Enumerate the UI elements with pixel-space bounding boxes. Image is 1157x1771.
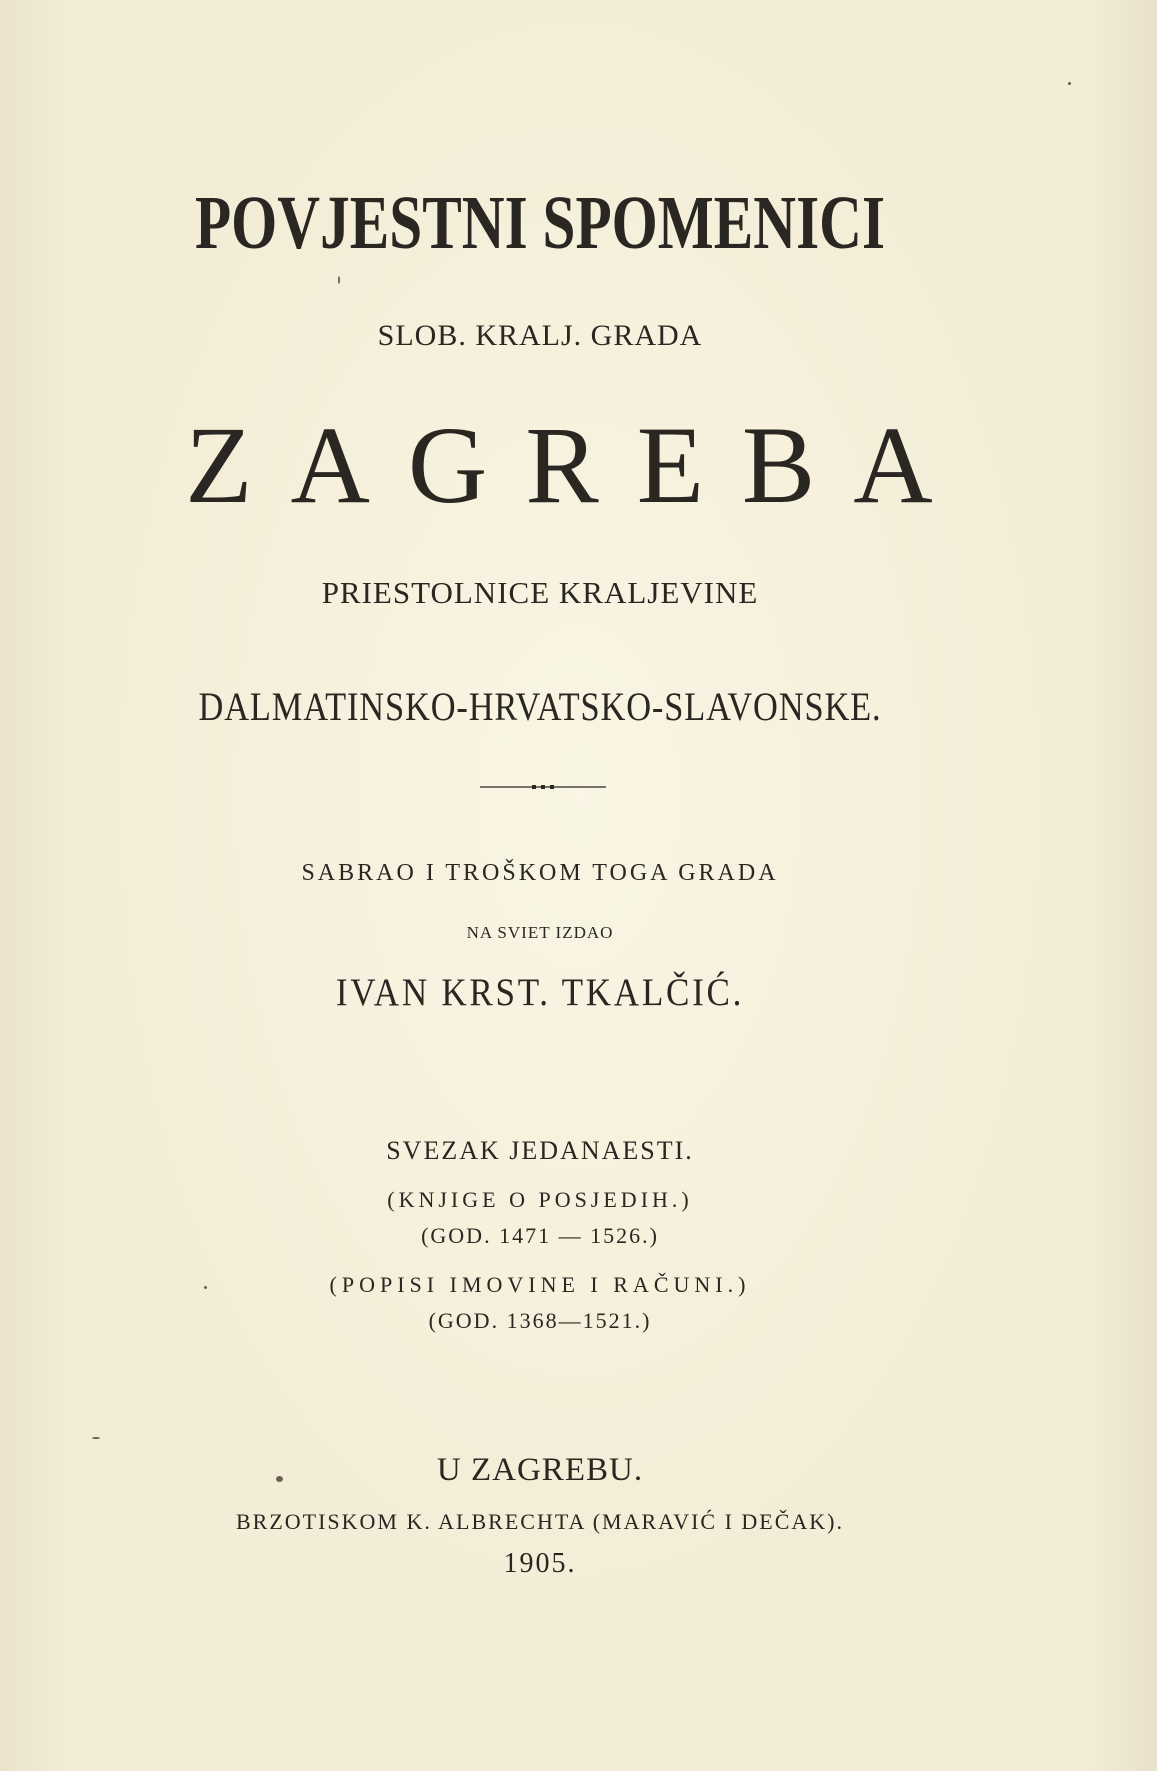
volume-years-2: (GOD. 1368—1521.): [428, 1308, 652, 1333]
volume-years-1: (GOD. 1471 — 1526.): [421, 1223, 659, 1248]
publication-year: 1905.: [503, 1548, 577, 1579]
ornament-divider: [480, 783, 606, 791]
volume-number: SVEZAK JEDANAESTI.: [386, 1136, 694, 1165]
main-title: POVJESTNI SPOMENICI: [194, 181, 886, 265]
city-name: ZAGREBA: [185, 404, 971, 526]
printer-line: BRZOTISKOM K. ALBRECHTA (MARAVIĆ I DEČAK).: [235, 1509, 845, 1534]
editor-line-1: SABRAO I TROŠKOM TOGA GRADA: [301, 860, 779, 886]
volume-contents-2: (POPISI IMOVINE I RAČUNI.): [329, 1272, 751, 1297]
subtitle-kingdom: DALMATINSKO-HRVATSKO-SLAVONSKE.: [198, 684, 882, 729]
subtitle-city-status: SLOB. KRALJ. GRADA: [377, 319, 703, 352]
editor-line-2: NA SVIET IZDAO: [466, 923, 614, 942]
volume-contents-1: (KNJIGE O POSJEDIH.): [387, 1187, 693, 1212]
author-name: IVAN KRST. TKALČIĆ.: [335, 971, 745, 1014]
subtitle-capital: PRIESTOLNICE KRALJEVINE: [321, 575, 759, 610]
publication-place: U ZAGREBU.: [436, 1452, 644, 1488]
